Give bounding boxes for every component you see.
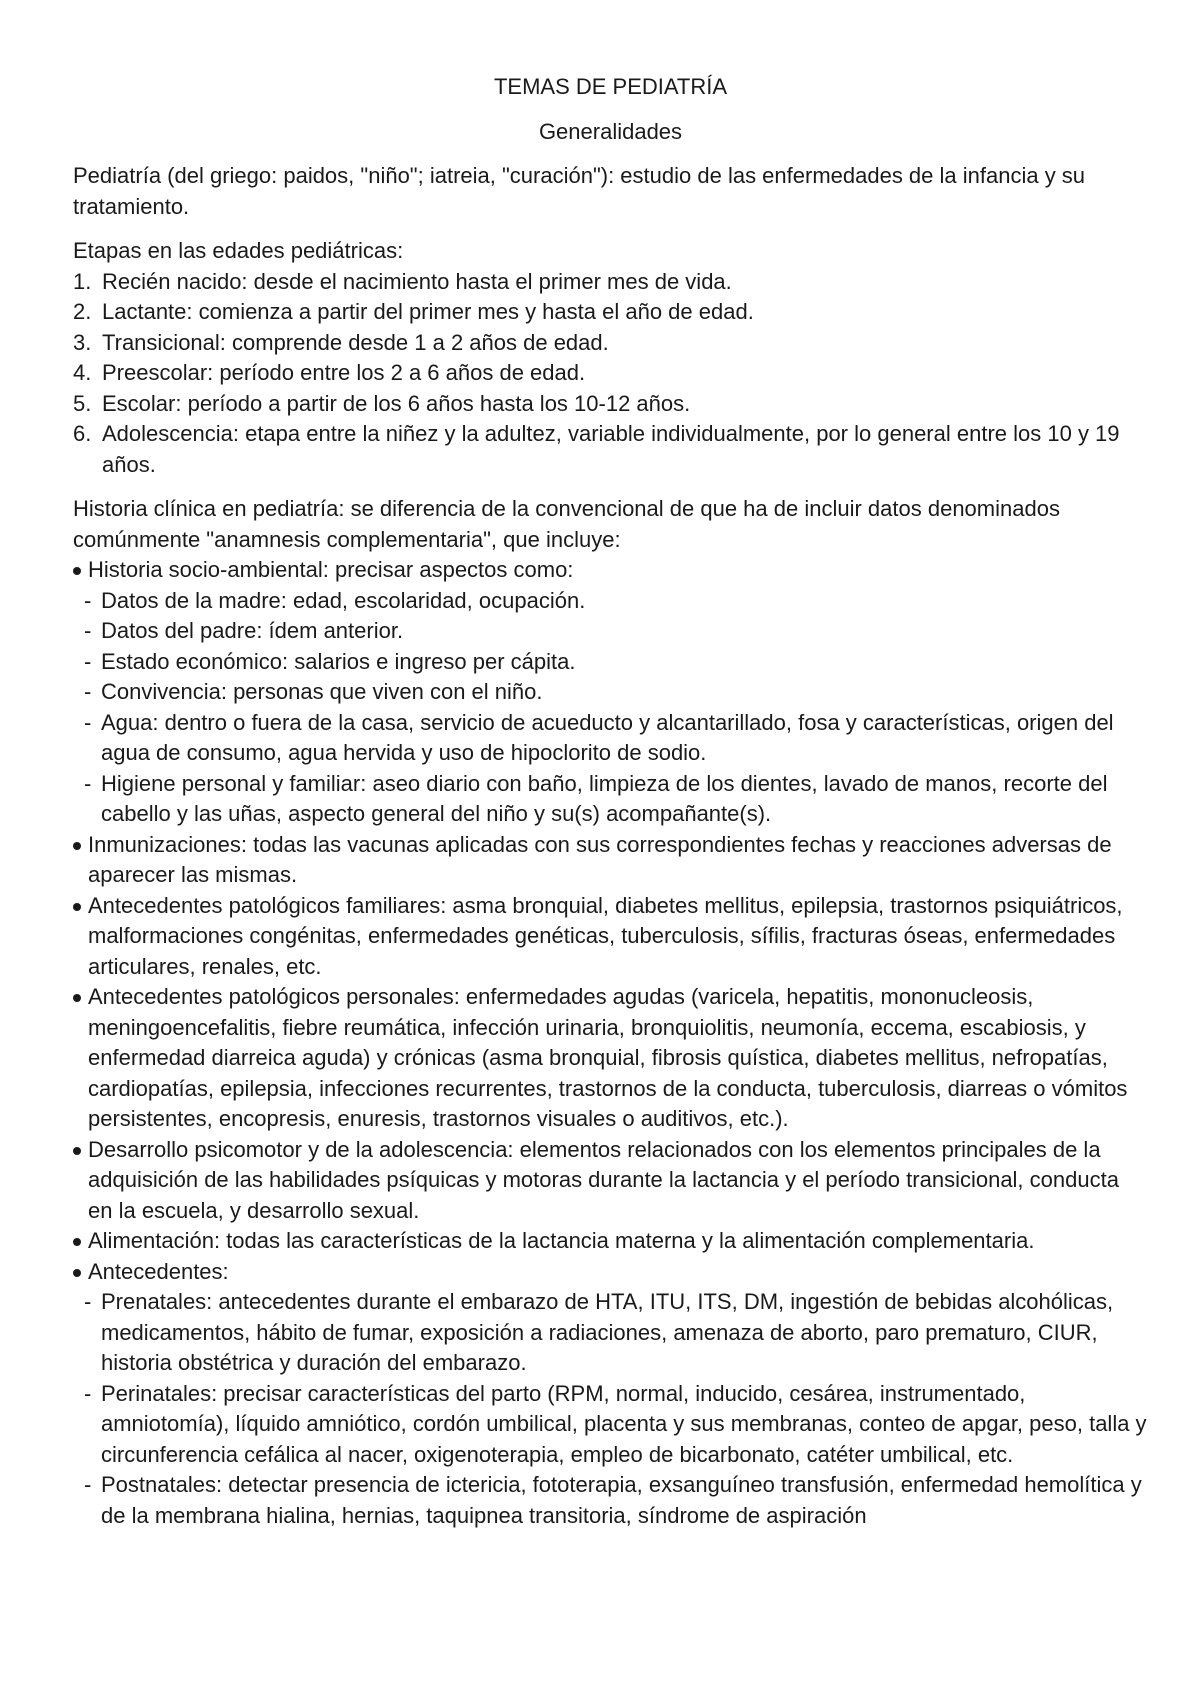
- stage-number: 5.: [73, 390, 92, 416]
- bullet-icon: [73, 567, 81, 575]
- stage-item: [73, 267, 1148, 298]
- sub-text: Estado económico: salarios e ingreso per cápita.: [101, 648, 576, 674]
- bullet-text: Alimentación: todas las características de la lactancia materna y la alimentación complementaria.: [88, 1228, 1035, 1253]
- sub-text: Perinatales: precisar características del parto (RPM, normal, inducido, cesárea, instrumentado, amniotomía), líquido amniótico, cordón umbilical, placenta y sus membranas, conteo de apgar, peso, talla y circunferencia cefálica al nacer, oxigenoterapia, empleo de bicarbonato, catéter umbilical, etc.: [101, 1380, 1147, 1467]
- dash-icon: -: [84, 587, 92, 613]
- sub-text: Datos del padre: ídem anterior.: [101, 618, 404, 643]
- stage-text: Transicional: comprende desde 1 a 2 años de edad.: [102, 329, 609, 355]
- stage-text: Adolescencia: etapa entre la niñez y la adultez, variable individualmente, por lo general entre los 10 y 19 años.: [102, 421, 1120, 477]
- page-title: TEMAS DE PEDIATRÍA: [493, 74, 728, 99]
- stage-number: 1.: [73, 268, 92, 294]
- stage-number: 3.: [73, 329, 92, 355]
- antecedents-sublist: [73, 1287, 1148, 1531]
- socio-environmental-sublist: [73, 586, 1148, 830]
- sub-text: Higiene personal y familiar: aseo diario con baño, limpieza de los dientes, lavado de manos, recorte del cabello y las uñas, aspecto general del niño y su(s) acompañante(s).: [101, 770, 1108, 826]
- sub-item: [73, 616, 1148, 647]
- stages-heading: Etapas en las edades pediátricas:: [73, 238, 404, 263]
- stage-text: Recién nacido: desde el nacimiento hasta el primer mes de vida.: [102, 268, 732, 294]
- stage-number: 4.: [73, 360, 92, 385]
- sub-item: [73, 1470, 1148, 1531]
- dash-icon: -: [84, 709, 92, 735]
- sub-item: [73, 708, 1148, 769]
- dash-icon: -: [84, 618, 92, 643]
- dash-icon: -: [84, 679, 92, 704]
- document-page: [73, 72, 1148, 1531]
- stage-item: [73, 419, 1148, 480]
- stages-list: [73, 267, 1148, 481]
- bullet-icon: [73, 1269, 81, 1277]
- bullet-item: [73, 555, 1148, 586]
- bullet-icon: [73, 1238, 81, 1246]
- bullet-icon: [73, 1147, 81, 1155]
- stage-text: Escolar: período a partir de los 6 años hasta los 10-12 años.: [102, 390, 691, 416]
- bullet-text: Antecedentes:: [88, 1258, 229, 1284]
- stage-text: Lactante: comienza a partir del primer mes y hasta el año de edad.: [102, 299, 754, 324]
- bullet-item: [73, 1135, 1148, 1227]
- sub-item: [73, 647, 1148, 678]
- stage-item: [73, 328, 1148, 359]
- bullet-icon: [73, 903, 81, 911]
- sub-item: [73, 677, 1148, 708]
- sub-text: Convivencia: personas que viven con el niño.: [101, 679, 543, 704]
- bullet-text: Historia socio-ambiental: precisar aspectos como:: [88, 557, 574, 582]
- stage-item: [73, 358, 1148, 389]
- bullet-icon: [73, 842, 81, 850]
- sub-text: Prenatales: antecedentes durante el embarazo de HTA, ITU, ITS, DM, ingestión de bebidas alcohólicas, medicamentos, hábito de fumar, exposición a radiaciones, amenaza de aborto, paro prematuro, CIUR, historia obstétrica y duración del embarazo.: [101, 1289, 1114, 1375]
- anamnesis-list: [73, 555, 1148, 586]
- bullet-text: Desarrollo psicomotor y de la adolescencia: elementos relacionados con los elementos principales de la adquisición de las habilidades psíquicas y motoras durante la lactancia y el período transicional, conducta en la escuela, y desarrollo sexual.: [88, 1136, 1119, 1223]
- bullet-icon: [73, 994, 81, 1002]
- dash-icon: -: [84, 1380, 92, 1406]
- dash-icon: -: [84, 648, 92, 674]
- dash-icon: -: [84, 770, 92, 796]
- page-subtitle: Generalidades: [538, 118, 683, 144]
- sub-text: Datos de la madre: edad, escolaridad, ocupación.: [101, 587, 586, 613]
- stage-item: [73, 389, 1148, 420]
- anamnesis-list-cont: [73, 830, 1148, 1288]
- sub-text: Agua: dentro o fuera de la casa, servicio de acueducto y alcantarillado, fosa y características, origen del agua de consumo, agua hervida y uso de hipoclorito de sodio.: [101, 709, 1114, 765]
- stage-item: [73, 297, 1148, 328]
- sub-item: [73, 769, 1148, 830]
- stage-number: 6.: [73, 421, 92, 446]
- bullet-text: Antecedentes patológicos personales: enfermedades agudas (varicela, hepatitis, mononucleosis, meningoencefalitis, fiebre reumática, infección urinaria, bronquiolitis, neumonía, eccema, escabiosis, y enfermedad diarreica aguda) y crónicas (asma bronquial, fibrosis quística, diabetes mellitus, nefropatías, cardiopatías, epilepsia, infecciones recurrentes, trastornos de la conducta, tuberculosis, diarreas o vómitos persistentes, encopresis, enuresis, trastornos visuales o auditivos, etc.).: [88, 984, 1128, 1131]
- bullet-item: [73, 1226, 1148, 1257]
- stage-text: Preescolar: período entre los 2 a 6 años de edad.: [102, 360, 586, 385]
- dash-icon: -: [84, 1472, 92, 1497]
- bullet-item: [73, 982, 1148, 1135]
- sub-text: Postnatales: detectar presencia de ictericia, fototerapia, exsanguíneo transfusión, enfermedad hemolítica y de la membrana hialina, hernias, taquipnea transitoria, síndrome de aspiración: [101, 1472, 1142, 1528]
- intro-paragraph: Pediatría (del griego: paidos, "niño"; iatreia, "curación"): estudio de las enfermedades de la infancia y su tratamiento.: [73, 163, 1086, 219]
- dash-icon: -: [84, 1289, 92, 1314]
- stage-number: 2.: [73, 299, 92, 324]
- bullet-text: Antecedentes patológicos familiares: asma bronquial, diabetes mellitus, epilepsia, trastornos psiquiátricos, malformaciones congénitas, enfermedades genéticas, tuberculosis, sífilis, fracturas óseas, enfermedades articulares, renales, etc.: [88, 892, 1123, 979]
- bullet-item: [73, 1257, 1148, 1288]
- bullet-text: Inmunizaciones: todas las vacunas aplicadas con sus correspondientes fechas y reacciones adversas de aparecer las mismas.: [88, 831, 1112, 887]
- bullet-item: [73, 830, 1148, 891]
- sub-item: [73, 1287, 1148, 1379]
- sub-item: [73, 586, 1148, 617]
- bullet-item: [73, 891, 1148, 983]
- history-intro: Historia clínica en pediatría: se diferencia de la convencional de que ha de incluir datos denominados comúnmente "anamnesis complementaria", que incluye:: [73, 496, 1060, 552]
- sub-item: [73, 1379, 1148, 1471]
